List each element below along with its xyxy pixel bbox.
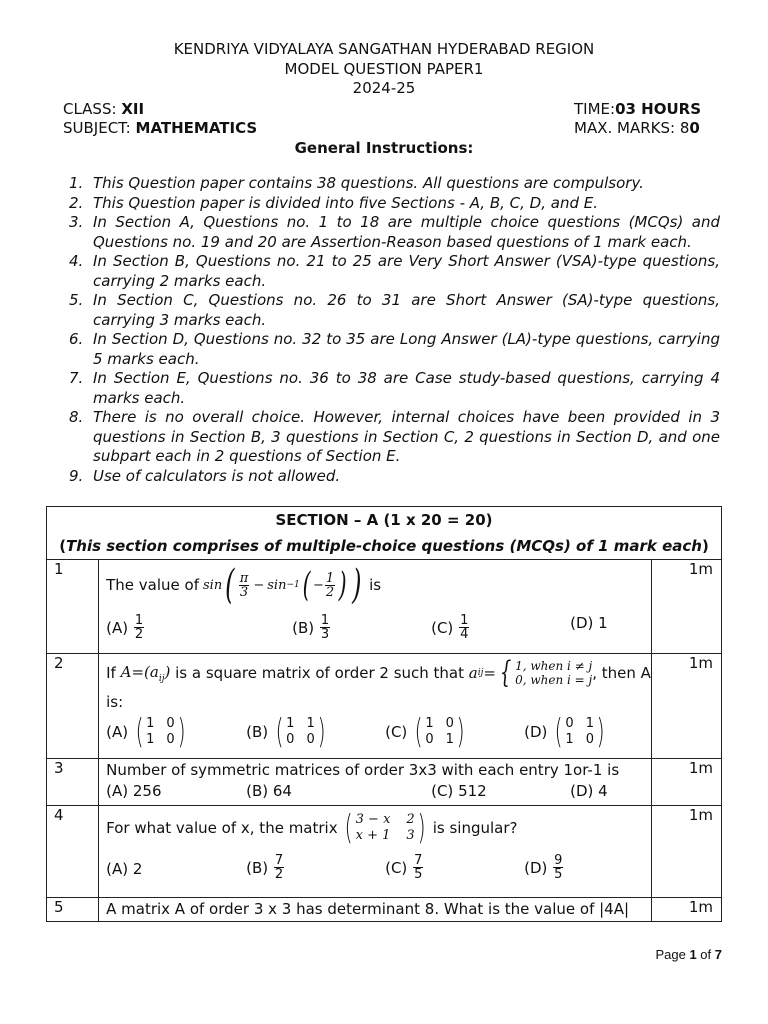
question-number: 3	[47, 759, 99, 806]
time-label: TIME:	[574, 100, 616, 118]
max-marks-value: 0	[689, 119, 700, 137]
question-text: The value of	[106, 576, 199, 594]
instructions-list	[60, 174, 720, 486]
instruction-item	[60, 291, 720, 330]
time-value: 03 HOURS	[615, 100, 701, 118]
section-header	[47, 507, 722, 560]
subject-info	[63, 119, 257, 137]
instruction-text: This Question paper is divided into five Sections - A, B, C, D, and E.	[93, 193, 598, 212]
question-body	[99, 560, 652, 654]
instruction-item	[60, 252, 720, 291]
page-footer	[655, 947, 722, 962]
question-text-if: If	[106, 664, 116, 682]
instruction-number: 4.	[69, 252, 84, 270]
instruction-text: In Section E, Questions no. 36 to 38 are Case study-based questions, carrying 4 marks each.	[93, 369, 720, 407]
instruction-text: In Section A, Questions no. 1 to 18 are multiple choice questions (MCQs) and Questions no. 19 and 20 are Assertion-Reason based questions of 1 mark each.	[93, 213, 720, 251]
question-number: 1	[47, 560, 99, 654]
question-row-5	[47, 898, 722, 922]
footer-page-word: Page	[655, 947, 690, 962]
question-marks: 1m	[651, 898, 721, 922]
instruction-text: In Section D, Questions no. 32 to 35 are Long Answer (LA)-type questions, carrying 5 marks each.	[93, 330, 720, 368]
instruction-number: 5.	[69, 291, 84, 309]
instruction-item	[60, 467, 720, 487]
option-b: (B) $\frac{7}{2}$	[246, 853, 284, 882]
instruction-number: 2.	[69, 193, 84, 212]
footer-of-word: of	[696, 947, 715, 962]
option-a: (A) 256	[106, 782, 162, 800]
instruction-text: In Section B, Questions no. 21 to 25 are Very Short Answer (VSA)-type questions, carrying 2 marks each.	[93, 252, 720, 290]
subject-label: SUBJECT:	[63, 119, 136, 137]
instruction-text: There is no overall choice. However, internal choices have been provided in 3 questions in Section B, 3 questions in Section C, 2 questions in Section D, and one subpart each in 2 questions of Section E.	[93, 408, 720, 465]
instruction-text: This Question paper contains 38 questions. All questions are compulsory.	[93, 174, 644, 192]
option-b: (B) $\frac{1}{3}$	[292, 613, 330, 642]
question-row-1	[47, 560, 722, 654]
question-text-end: , then A	[592, 664, 651, 682]
instruction-item	[60, 213, 720, 252]
class-info	[63, 100, 144, 118]
math-expression: sin ( $\frac{\pi}{3}$ − sin −1 ( − $\frac{1}{2}$ ) )	[202, 562, 362, 608]
option-b: (B) 64	[246, 782, 292, 800]
header-region: KENDRIYA VIDYALAYA SANGATHAN HYDERABAD REGION	[173, 40, 595, 58]
option-d: (D) ( 0 1 1 0 )	[524, 712, 605, 752]
question-body	[99, 806, 652, 898]
options-row	[106, 850, 651, 892]
question-marks: 1m	[651, 759, 721, 806]
question-table	[46, 506, 722, 922]
instruction-number: 9.	[69, 466, 84, 485]
section-subtitle: (This section comprises of multiple-choice questions (MCQs) of 1 mark each)	[59, 537, 709, 555]
instruction-number: 7.	[69, 369, 84, 387]
option-c: (C) $\frac{1}{4}$	[431, 613, 469, 642]
question-text-end: is singular?	[432, 819, 518, 837]
question-marks: 1m	[651, 806, 721, 898]
max-marks-label: MAX. MARKS: 8	[574, 119, 690, 137]
footer-total-pages: 7	[714, 947, 722, 962]
options-row	[106, 780, 651, 802]
section-title: SECTION – A (1 x 20 = 20)	[275, 511, 493, 529]
question-row-2	[47, 654, 722, 759]
subject-value: MATHEMATICS	[135, 119, 258, 137]
instruction-item	[60, 408, 720, 467]
question-marks: 1m	[651, 654, 721, 759]
instruction-number: 6.	[69, 330, 84, 348]
class-label: CLASS:	[63, 100, 122, 118]
instruction-item	[60, 174, 720, 194]
instruction-item	[60, 194, 720, 214]
header-year: 2024-25	[352, 79, 416, 97]
option-a: (A) 2	[106, 860, 143, 878]
question-row-4	[47, 806, 722, 898]
question-text: For what value of x, the matrix	[106, 819, 338, 837]
option-b: (B) ( 1 1 0 0 )	[246, 712, 326, 752]
options-row	[106, 608, 651, 644]
option-d: (D) $\frac{9}{5}$	[524, 853, 563, 882]
matrix-definition: $A=(a_{ij})$	[120, 662, 171, 684]
instruction-text: In Section C, Questions no. 26 to 31 are Short Answer (SA)-type questions, carrying 3 marks each.	[93, 291, 720, 329]
max-marks-info	[574, 119, 700, 137]
question-body	[99, 759, 652, 806]
option-c: (C) $\frac{7}{5}$	[385, 853, 423, 882]
question-text: A matrix A of order 3 x 3 has determinant 8. What is the value of |4A|	[99, 898, 652, 922]
question-marks: 1m	[651, 560, 721, 654]
option-c: (C) 512	[431, 782, 487, 800]
option-a: (A) $\frac{1}{2}$	[106, 613, 144, 642]
question-matrix: ( 3 − x 2 x + 1 3 )	[345, 808, 426, 848]
instruction-item	[60, 369, 720, 408]
instruction-number: 8.	[69, 408, 84, 426]
option-d: (D) 1	[570, 614, 608, 632]
option-d: (D) 4	[570, 782, 608, 800]
question-body	[99, 654, 652, 759]
option-c: (C) ( 1 0 0 1 )	[385, 712, 465, 752]
instruction-item	[60, 330, 720, 369]
question-number: 4	[47, 806, 99, 898]
section-header-row	[47, 507, 722, 560]
instructions-title: General Instructions:	[294, 139, 474, 157]
options-row	[106, 712, 651, 752]
question-text-line2: is:	[106, 693, 124, 711]
question-number: 5	[47, 898, 99, 922]
footer-page-number: 1	[689, 947, 697, 962]
instruction-text: Use of calculators is not allowed.	[93, 466, 341, 485]
question-text: Number of symmetric matrices of order 3x3 with each entry 1or-1 is	[106, 761, 620, 779]
option-a: (A) ( 1 0 1 0 )	[106, 712, 186, 752]
instruction-number: 1.	[69, 174, 84, 192]
instruction-number: 3.	[69, 213, 84, 231]
time-info	[574, 100, 701, 118]
class-value: XII	[121, 100, 145, 118]
question-number: 2	[47, 654, 99, 759]
question-row-3	[47, 759, 722, 806]
question-text-end: is	[369, 576, 382, 594]
question-text: is a square matrix of order 2 such that	[175, 664, 464, 682]
case-definition: a ij = { 1, when i ≠ j 0, when i = j	[468, 655, 593, 690]
header-paper-title: MODEL QUESTION PAPER1	[284, 60, 484, 78]
